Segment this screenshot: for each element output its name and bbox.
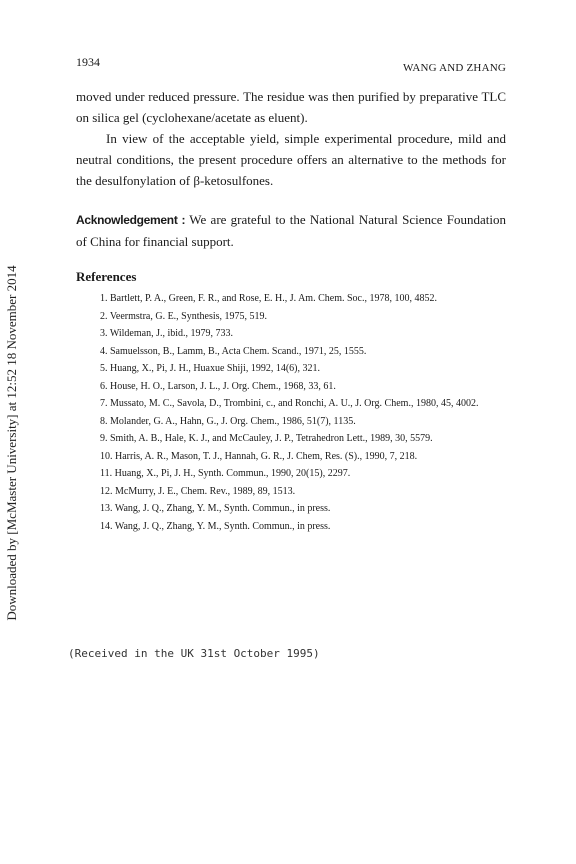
running-head: WANG AND ZHANG [402,62,506,74]
reference-item: 6. House, H. O., Larson, J. L., J. Org. Chem., 1968, 33, 61. [100,380,336,392]
reference-item: 7. Mussato, M. C., Savola, D., Trombini, c., and Ronchi, A. U., J. Org. Chem., 1980, 45, 4002. [100,398,479,409]
references-list [100,290,510,535]
download-watermark [2,243,22,643]
reference-item: 4. Samuelsson, B., Lamm, B., Acta Chem. Scand., 1971, 25, 1555. [100,345,367,357]
acknowledgement [76,209,506,252]
page-number: 1934 [76,55,100,69]
received-date: (Received in the UK 31st October 1995) [68,647,320,660]
acknowledgement-text: We are grateful to the National Natural Science Foundation of China for financial support. [76,212,507,249]
reference-item: 1. Bartlett, P. A., Green, F. R., and Rose, E. H., J. Am. Chem. Soc., 1978, 100, 4852. [100,293,437,304]
reference-item: 3. Wildeman, J., ibid., 1979, 733. [100,328,234,339]
reference-item: 9. Smith, A. B., Hale, K. J., and McCauley, J. P., Tetrahedron Lett., 1989, 30, 5579. [100,433,433,444]
reference-item: 13. Wang, J. Q., Zhang, Y. M., Synth. Commun., in press. [100,503,331,514]
download-watermark-text: Downloaded by [McMaster University] at 12:52 18 November 2014 [4,265,19,621]
reference-item: 12. McMurry, J. E., Chem. Rev., 1989, 89, 1513. [100,485,296,497]
reference-item: 2. Veermstra, G. E., Synthesis, 1975, 519. [100,310,268,322]
reference-item: 14. Wang, J. Q., Zhang, Y. M., Synth. Commun., in press. [100,520,331,532]
reference-item: 10. Harris, A. R., Mason, T. J., Hannah, G. R., J. Chem, Res. (S)., 1990, 7, 218. [100,450,418,462]
body-text [76,86,506,191]
reference-item: 5. Huang, X., Pi, J. H., Huaxue Shiji, 1992, 14(6), 321. [100,363,320,374]
reference-item: 8. Molander, G. A., Hahn, G., J. Org. Chem., 1986, 51(7), 1135. [100,415,356,427]
references-heading: References [76,269,137,284]
paragraph-1: moved under reduced pressure. The residue was then purified by preparative TLC on silica gel (cyclohexane/acetate as eluent). [76,89,506,125]
acknowledgement-title: Acknowledgement : [76,213,186,227]
paragraph-2: In view of the acceptable yield, simple experimental procedure, mild and neutral conditions, the present procedure offers an alternative to the methods for the desulfonylation of β-ketosulfones. [76,131,506,188]
reference-item: 11. Huang, X., Pi, J. H., Synth. Commun., 1990, 20(15), 2297. [100,468,351,479]
